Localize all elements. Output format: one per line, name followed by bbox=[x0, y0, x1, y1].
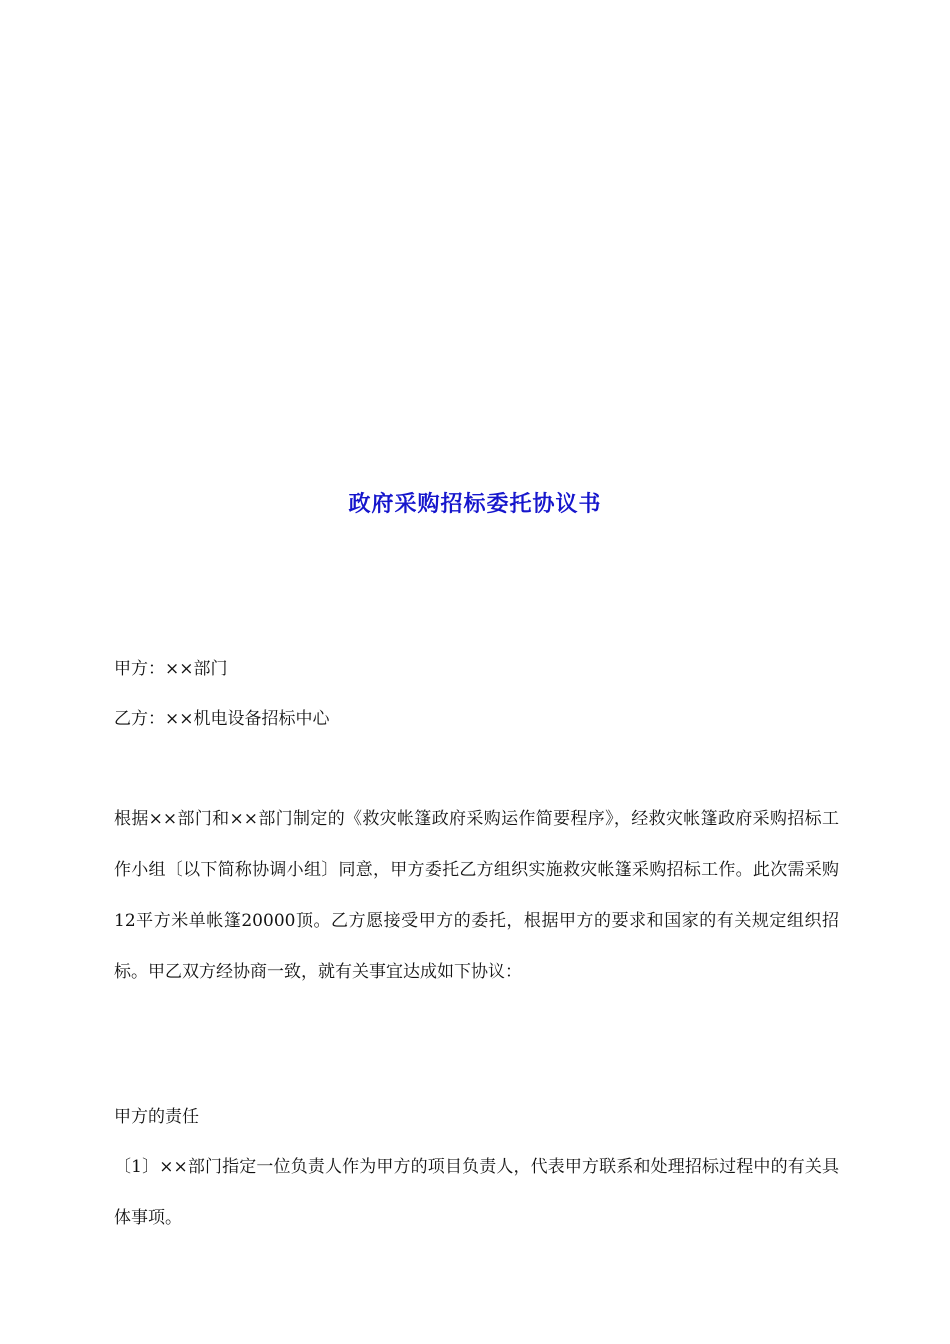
party-b-line: 乙方：××机电设备招标中心 bbox=[114, 709, 330, 729]
document-title: 政府采购招标委托协议书 bbox=[348, 491, 602, 517]
section-heading-party-a-responsibility: 甲方的责任 bbox=[114, 1107, 199, 1127]
party-a-line: 甲方：××部门 bbox=[114, 659, 228, 679]
intro-paragraph: 根据××部门和××部门制定的《救灾帐篷政府采购运作简要程序》，经救灾帐篷政府采购招标工作小组〔以下简称协调小组〕同意，甲方委托乙方组织实施救灾帐篷采购招标工作。此次需采购12平方米单帐篷20000顶。乙方愿接受甲方的委托，根据甲方的要求和国家的有关规定组织招标。甲乙双方经协商一致，就有关事宜达成如下协议： bbox=[114, 809, 839, 982]
clause-1-paragraph: 〔1〕××部门指定一位负责人作为甲方的项目负责人，代表甲方联系和处理招标过程中的有关具体事项。 bbox=[114, 1157, 839, 1228]
